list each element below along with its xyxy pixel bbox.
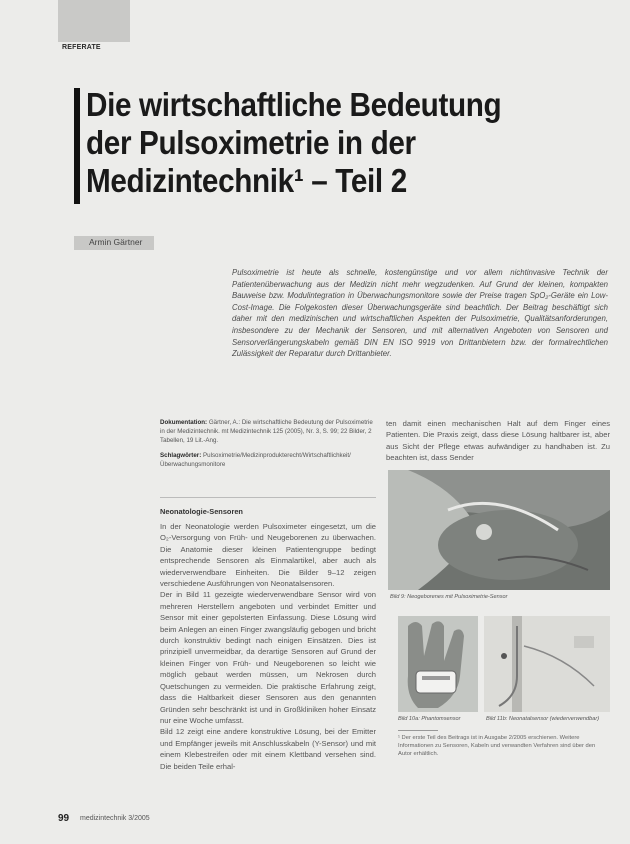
title-accent-bar: [74, 88, 80, 204]
article-title: [86, 86, 563, 200]
page-number: 99: [58, 813, 70, 824]
documentation-label: Dokumentation:: [160, 419, 208, 426]
abstract: Pulsoximetrie ist heute als schnelle, kostengünstige und vor allem nichtinvasive Technik der Patientenüberwachung aus der Medizin nicht mehr wegzudenken. Auf Grund der kleinen, kompakten Bauweise bzw. Modulintegration in Überwachungsmonitore sowie der Preise tragen SpO₂-Geräte ein Low-Cost-Image. Die Folgekosten dieser Überwachungsgeräte sind beachtlich. Der Beitrag beschäftigt sich daher mit den medizinischen und wirtschaftlichen Aspekten der Pulsoximetrie, Qualitätsanforderungen, insbesondere zu der Mechanik der Sensoren, und mit alternativen Angeboten von Sensoren und Sensorverlängerungskabeln gemäß DIN EN ISO 9919 von Drittanbietern bzw. der formalrechtlichen Zulässigkeit der Reparatur durch Drittanbieter.: [232, 268, 608, 359]
journal-folio: medizintechnik 3/2005: [80, 815, 150, 822]
keywords-label: Schlagwörter:: [160, 452, 202, 459]
body-paragraph: Der in Bild 11 gezeigte wiederverwendbare Sensor wird von mehreren Herstellern angeboten und verbindet Emitter und Sensor mit einer gepolsterten Einfassung. Diese Lösung wird beim Anlegen an einen Finger zwangsläufig gebogen und bricht durch konstruktiv bedingt nach einigen Einsätzen. Dies ist prinzipiell unvermeidbar, da derartige Sensoren auf Grund der kleinen Finger von Früh- und Neugeborenen so leicht wie möglich gebaut werden müssen, um Nekrosen durch Quetschungen zu vermeiden. Die praktische Erfahrung zeigt, dass die Haltbarkeit dieser Sensoren aus den genannten Gründen sehr beschränkt ist und in Großkliniken hoher Einsatz nur eine Woche umfasst.: [160, 590, 376, 725]
section-subheading: Neonatologie-Sensoren: [160, 507, 243, 516]
neonate-photo-illustration: [388, 470, 610, 590]
documentation-text: Gärtner, A.: Die wirtschaftliche Bedeutung der Pulsoximetrie in der Medizintechnik. mt Medizintechnik 125 (2005), Nr. 3, S. 99; 22 Bilder, 2 Tabellen, 19 Lit.-Ang.: [160, 419, 373, 444]
body-paragraph: In der Neonatologie werden Pulsoximeter eingesetzt, um die O₂-Versorgung von Früh- und Neugeborenen zu überwachen. Die Anatomie dieser kleinen Patientengruppe bedingt entsprechende Sensoren als Einmalartikel, aber auch als wiederverwendbare Einheiten. Die Bilder 9–12 zeigen verschiedene Ausführungen von Neonatalsensoren.: [160, 522, 376, 589]
title-line-1: Die wirtschaftliche Bedeutung: [86, 86, 502, 123]
footnote-rule: [398, 730, 438, 731]
section-tag: REFERATE: [62, 44, 101, 51]
figure-11-caption: Bild 11b: Neonatalsensor (wiederverwendbar): [486, 716, 600, 722]
figure-10-photo: [398, 616, 478, 712]
figure-11-photo: [484, 616, 610, 712]
figure-10-caption: Bild 10a: Phantomsensor: [398, 716, 461, 722]
body-paragraph: Bild 12 zeigt eine andere konstruktive Lösung, bei der Emitter und Empfänger jeweils mit Anschlusskabeln (Y-Sensor) und mit einem Klebestreifen oder mit einem Klettband versehen sind. Die beiden Teile erhal-: [160, 727, 376, 771]
keywords-text: Pulsoximetrie/Medizinprodukterecht/Wirtschaftlichkeit/Überwachungsmonitore: [160, 452, 351, 468]
footnote: ¹ Der erste Teil des Beitrags ist in Ausgabe 2/2005 erschienen. Weitere Informationen zu Sensoren, Kabeln und verwandten Verfahren sind über den Autor erhältlich.: [398, 735, 596, 758]
body-column-right: ten damit einen mechanischen Halt auf dem Finger eines Patienten. Die Praxis zeigt, dass diese Lösung haltbarer ist, aber aus Sicht der Pflege etwas aufwändiger zu handhaben ist. Zu beachten ist, dass Sender: [386, 419, 610, 463]
title-line-3: Medizintechnik¹ – Teil 2: [86, 162, 407, 199]
neonatal-sensor-illustration: [484, 616, 610, 712]
keywords-block: [160, 451, 376, 469]
figure-9-photo: [388, 470, 610, 590]
meta-box: [160, 418, 376, 475]
title-line-2: der Pulsoximetrie in der: [86, 124, 416, 161]
column-separator: [160, 497, 376, 498]
documentation-block: [160, 418, 376, 445]
hand-sensor-illustration: [398, 616, 478, 712]
body-column-left: [160, 521, 376, 772]
figure-9-caption: Bild 9: Neogeborenes mit Pulsoximetrie-Sensor: [390, 594, 508, 600]
header-gray-block: [58, 0, 130, 42]
author-name: Armin Gärtner: [89, 237, 143, 247]
